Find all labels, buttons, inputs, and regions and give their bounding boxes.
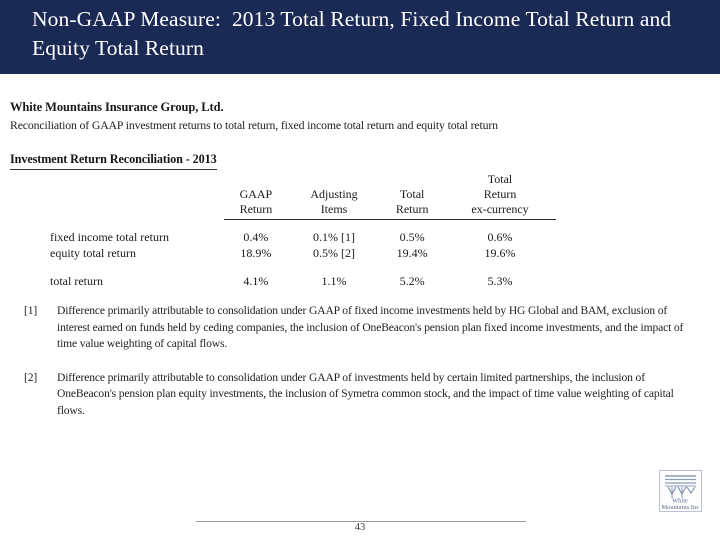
logo-line-1: White — [672, 497, 688, 505]
logo-line-2: Mountains Ins — [661, 504, 699, 511]
footnote-marker: [2] — [24, 370, 38, 384]
table-spacer-row — [48, 220, 556, 231]
column-header-line-2: Return — [483, 187, 517, 201]
page-title: Non-GAAP Measure: 2013 Total Return, Fixed Income Total Return and Equity Total Return — [32, 7, 677, 60]
column-header-total-return-ex-currency — [444, 172, 556, 220]
cell-total-return-ex-currency: 19.6% — [484, 245, 516, 260]
column-header-line-2: Adjusting — [310, 187, 358, 201]
cell-total-return: 5.2% — [399, 274, 425, 288]
column-header-gaap-return — [224, 172, 288, 220]
investment-return-table — [48, 172, 556, 290]
table-header-row — [48, 172, 556, 220]
table-spacer-row — [48, 261, 556, 274]
cell-gaap-return: 4.1% — [243, 274, 269, 288]
column-header-line-3: Return — [239, 202, 273, 216]
row-label: total return — [50, 274, 103, 288]
cell-adjusting-items: 0.5% [2] — [313, 245, 356, 260]
table-row — [48, 274, 556, 290]
table-row — [48, 246, 556, 262]
company-name: White Mountains Insurance Group, Ltd. — [10, 100, 224, 114]
column-header-adjusting-items — [288, 172, 380, 220]
report-subtitle: Reconciliation of GAAP investment returns to total return, fixed income total return and equity total return — [10, 118, 498, 132]
row-label: equity total return — [50, 245, 136, 260]
cell-gaap-return: 18.9% — [240, 245, 272, 260]
column-header-line-2: Total — [399, 187, 425, 201]
cell-total-return-ex-currency: 5.3% — [487, 274, 513, 288]
column-header-line-2: GAAP — [239, 187, 273, 201]
column-header-line-3: Return — [395, 202, 429, 216]
footnotes — [24, 303, 696, 436]
table-row — [48, 230, 556, 246]
cell-total-return: 19.4% — [396, 245, 428, 260]
column-header-line-3: Items — [320, 202, 348, 216]
footnote-text: Difference primarily attributable to consolidation under GAAP of investments held by certain limited partnerships, the inclusion of OneBeacon's pension plan equity investments, the inclusion of Symetra common stock, and the impact of time value weighting of capital flows. — [57, 370, 674, 417]
footnote-marker: [1] — [24, 304, 38, 317]
column-header-line-3: ex-currency — [471, 202, 529, 216]
table-header — [48, 172, 556, 220]
footnote-text: Difference primarily attributable to consolidation under GAAP of fixed income investments held by HG Global and BAM, exclusion of interest earned on funds held by ceding companies, the inclusion of OneBeacon's pension plan fixed income investments, and the impact of time value weighting of capital flows. — [57, 304, 684, 350]
slide-title-banner — [0, 0, 720, 74]
white-mountains-logo — [659, 470, 702, 512]
cell-total-return-ex-currency: 0.6% — [487, 230, 513, 244]
section-title: Investment Return Reconciliation - 2013 — [10, 152, 217, 170]
row-label-header — [48, 172, 224, 220]
cell-adjusting-items: 0.1% [1] — [313, 230, 356, 244]
slide-body — [0, 74, 720, 540]
page-number: 43 — [354, 522, 366, 533]
mountain-flags-icon — [660, 471, 701, 511]
row-label: fixed income total return — [50, 230, 169, 244]
footnote-1 — [24, 303, 696, 353]
column-header-total-return — [380, 172, 444, 220]
cell-gaap-return: 0.4% — [243, 230, 269, 244]
cell-adjusting-items: 1.1% — [321, 274, 347, 288]
table-body — [48, 220, 556, 290]
column-header-line-1: Total — [487, 172, 513, 186]
footnote-2 — [24, 370, 696, 420]
cell-total-return: 0.5% — [399, 230, 425, 244]
